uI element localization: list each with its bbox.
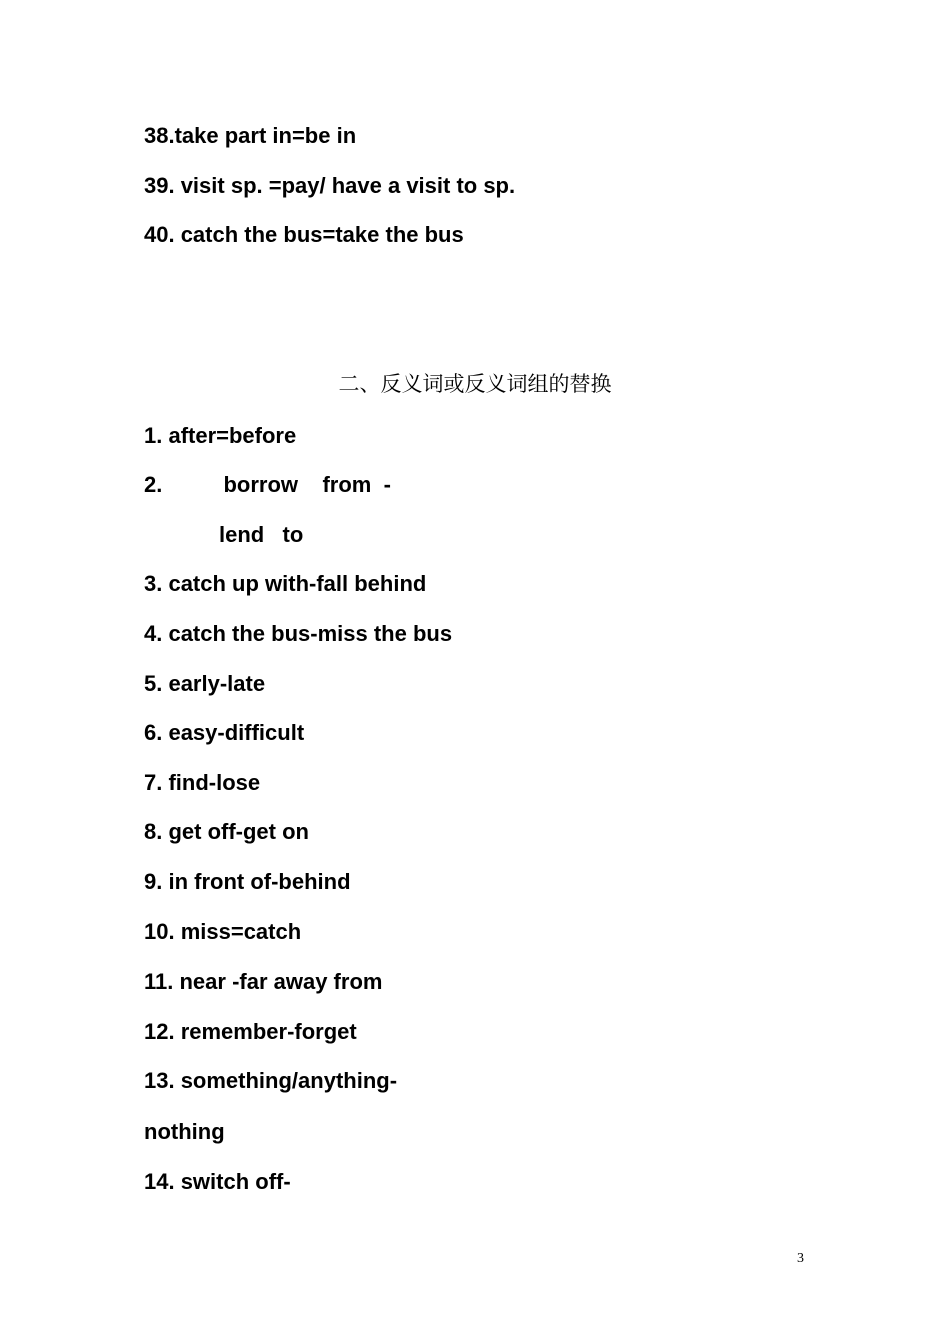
antonym-item-3: 3. catch up with-fall behind [144,571,427,596]
antonym-item-5: 5. early-late [144,671,266,696]
antonym-item-6: 6. easy-difficult [144,720,305,745]
antonym-item-2-continued: lend to [219,522,304,547]
antonym-item-1: 1. after=before [144,423,297,448]
antonym-item-4: 4. catch the bus-miss the bus [144,621,453,646]
text-line-40: 40. catch the bus=take the bus [144,222,464,247]
antonym-item-7: 7. find-lose [144,770,261,795]
antonym-item-11: 11. near -far away from [144,969,383,994]
antonym-item-8: 8. get off-get on [144,819,309,844]
text-line-39: 39. visit sp. =pay/ have a visit to sp. [144,173,516,198]
antonym-item-13: 13. something/anything- [144,1068,398,1093]
antonym-item-13-continued: nothing [144,1119,225,1144]
antonym-item-14: 14. switch off- [144,1169,291,1194]
antonym-item-10: 10. miss=catch [144,919,302,944]
section-heading: 二、反义词或反义词组的替换 [338,372,612,396]
page-number: 3 [797,1251,804,1266]
antonym-item-2: 2. borrow from - [144,472,391,497]
antonym-item-9: 9. in front of-behind [144,869,351,894]
text-line-38: 38.take part in=be in [144,123,357,148]
antonym-item-12: 12. remember-forget [144,1019,357,1044]
